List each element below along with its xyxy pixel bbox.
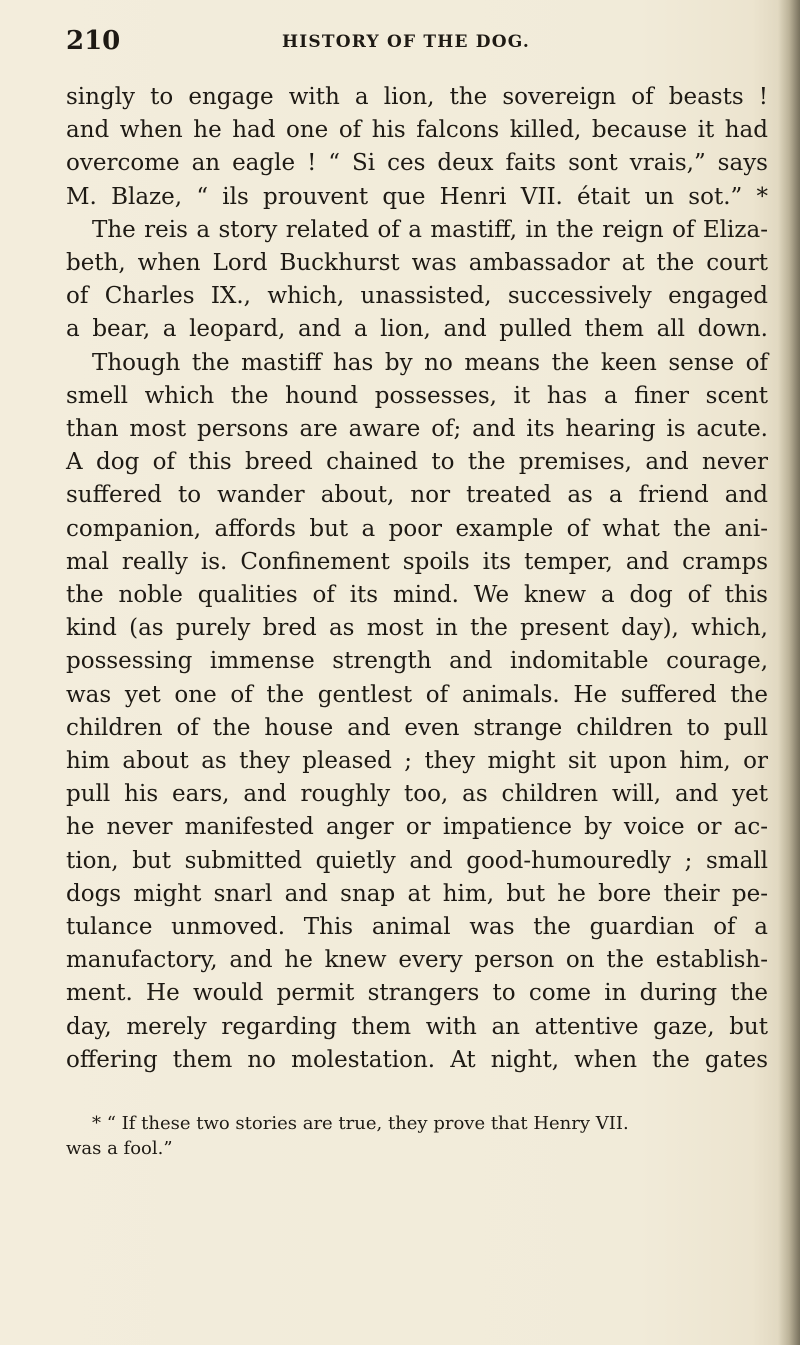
text-line: a bear, a leopard, and a lion, and pulled them all down.: [66, 316, 768, 343]
text-line: The reis a story related of a mastiff, in the reign of Eliza-: [92, 216, 768, 243]
text-line: ment. He would permit strangers to come in during the: [66, 980, 768, 1007]
footnote: [66, 1111, 736, 1161]
running-head: HISTORY OF THE DOG.: [282, 32, 530, 52]
text-line: mal really is. Confinement spoils its temper, and cramps: [66, 548, 768, 575]
text-line: and when he had one of his falcons killed, because it had: [66, 117, 768, 144]
text-line: day, merely regarding them with an attentive gaze, but: [66, 1013, 768, 1040]
text-line: singly to engage with a lion, the sovereign of beasts !: [66, 84, 768, 110]
text-line: of Charles IX., which, unassisted, successively engaged: [66, 283, 768, 310]
text-line: he never manifested anger or impatience by voice or ac-: [66, 814, 768, 841]
text-line: the noble qualities of its mind. We knew a dog of this: [66, 582, 768, 609]
text-line: than most persons are aware of; and its hearing is acute.: [66, 416, 768, 443]
page-number: 210: [66, 26, 121, 56]
text-line: pull his ears, and roughly too, as children will, and yet: [66, 781, 768, 808]
text-line: beth, when Lord Buckhurst was ambassador at the court: [66, 250, 768, 277]
footnote-line: was a fool.”: [66, 1138, 173, 1159]
text-line: smell which the hound possesses, it has a finer scent: [66, 382, 768, 409]
text-line: tion, but submitted quietly and good-humouredly ; small: [66, 847, 768, 874]
text-line: Though the mastiff has by no means the keen sense of: [92, 349, 768, 376]
text-line: suffered to wander about, nor treated as a friend and: [66, 482, 768, 509]
text-line: him about as they pleased ; they might sit upon him, or: [66, 748, 768, 775]
page-binding-edge: [778, 0, 800, 1345]
text-line: companion, affords but a poor example of what the ani-: [66, 515, 768, 542]
page-header: [66, 26, 766, 66]
text-line: tulance unmoved. This animal was the guardian of a: [66, 914, 768, 941]
text-line: A dog of this breed chained to the premises, and never: [66, 449, 768, 476]
text-line: children of the house and even strange children to pull: [66, 714, 768, 741]
text-line: was yet one of the gentlest of animals. He suffered the: [66, 681, 768, 708]
text-line: manufactory, and he knew every person on the establish-: [66, 947, 768, 974]
text-line: dogs might snarl and snap at him, but he bore their pe-: [66, 880, 768, 907]
text-line: overcome an eagle ! “ Si ces deux faits sont vrais,” says: [66, 150, 768, 177]
text-line: kind (as purely bred as most in the present day), which,: [66, 615, 768, 642]
text-line: possessing immense strength and indomitable courage,: [66, 648, 768, 675]
body-text: [66, 81, 768, 1077]
text-line: M. Blaze, “ ils prouvent que Henri VII. était un sot.” *: [66, 183, 768, 210]
text-line: offering them no molestation. At night, when the gates: [66, 1046, 768, 1073]
footnote-line: * “ If these two stories are true, they prove that Henry VII.: [92, 1113, 629, 1134]
